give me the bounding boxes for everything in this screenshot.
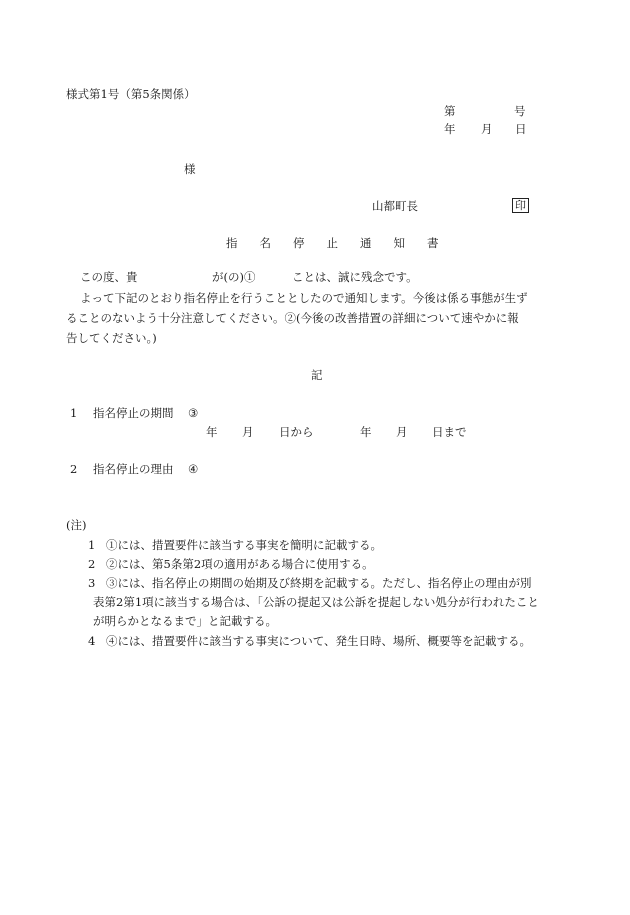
form-label: 様式第1号（第5条関係）: [66, 87, 196, 101]
body-text: ことは、誠に残念です。: [292, 270, 418, 284]
date-day: 日: [515, 122, 527, 136]
title-char: 知: [393, 236, 405, 250]
ki-heading: 記: [311, 368, 323, 382]
period-from-year: 年: [206, 425, 218, 439]
body-text: が(の)①: [212, 270, 256, 284]
note-number: 1: [88, 538, 96, 552]
note-text: ③には、指名停止の期間の始期及び終期を記載する。ただし、指名停止の理由が別: [106, 576, 532, 590]
seal-mark: [512, 198, 529, 213]
title-char: 停: [293, 236, 305, 250]
title-char: 通: [360, 236, 372, 250]
seal-text: 印: [512, 198, 529, 213]
note-text: が明らかとなるまで」と記載する。: [93, 614, 277, 628]
body-text: この度、貴: [80, 270, 138, 284]
note-number: 2: [88, 557, 96, 571]
issuer-name: 山都町長: [372, 199, 418, 213]
period-to-day: 日まで: [432, 425, 467, 439]
note-number: 3: [88, 576, 96, 590]
note-text: 表第2第1項に該当する場合は、「公訴の提起又は公訴を提起しない処分が行われたこと: [93, 595, 539, 609]
body-text: ることのないよう十分注意してください。②(今後の改善措置の詳細について速やかに報: [66, 311, 519, 325]
note-text: ②には、第5条第2項の適用がある場合に使用する。: [106, 557, 374, 571]
item-label: 指名停止の理由: [93, 462, 174, 476]
item-marker: ④: [188, 462, 199, 476]
doc-number-suffix: 号: [514, 104, 526, 118]
title-char: 名: [259, 236, 271, 250]
addressee-suffix: 様: [184, 162, 196, 176]
body-text: 告してください。): [66, 331, 157, 345]
body-text: よって下記のとおり指名停止を行うこととしたので通知します。今後は係る事態が生ず: [80, 291, 528, 305]
title-char: 指: [226, 236, 238, 250]
title-char: 止: [326, 236, 338, 250]
item-label: 指名停止の期間: [93, 406, 174, 420]
item-number: 2: [70, 462, 78, 476]
note-number: 4: [88, 634, 96, 648]
date-month: 月: [481, 122, 493, 136]
date-year: 年: [444, 122, 456, 136]
note-text: ④には、措置要件に該当する事実について、発生日時、場所、概要等を記載する。: [106, 634, 532, 648]
note-text: ①には、措置要件に該当する事実を簡明に記載する。: [106, 538, 382, 552]
period-to-year: 年: [360, 425, 372, 439]
notes-heading: (注): [66, 518, 87, 532]
item-number: 1: [70, 406, 78, 420]
item-marker: ③: [188, 406, 199, 420]
document-title: [226, 236, 461, 251]
title-char: 書: [427, 236, 439, 250]
period-to-month: 月: [396, 425, 408, 439]
doc-number-prefix: 第: [444, 104, 456, 118]
period-from-day: 日から: [279, 425, 314, 439]
period-from-month: 月: [242, 425, 254, 439]
